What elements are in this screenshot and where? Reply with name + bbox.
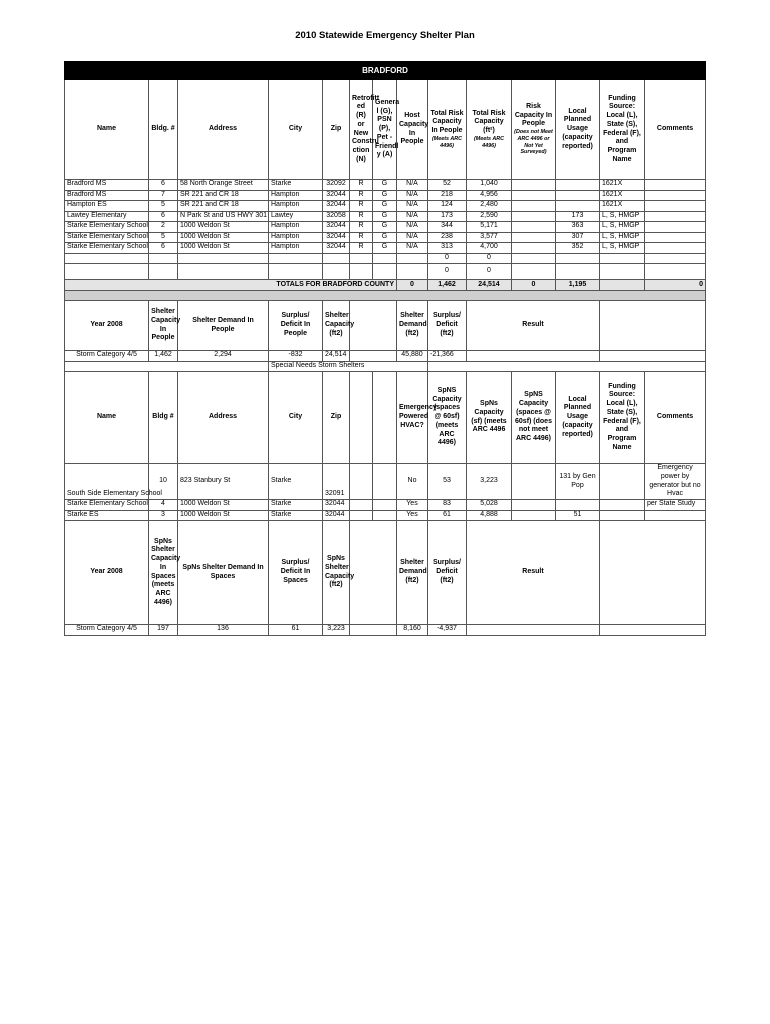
cell: 1,462 [149,351,178,362]
shelter-row [65,222,706,233]
cell: 2 [149,222,178,233]
cell: Local Planned Usage (capacity reported) [556,372,600,464]
cell [350,464,373,500]
cell: 32091 [323,464,350,500]
sn-row [65,500,706,511]
cell: Result [467,521,600,625]
cell: 1000 Weldon St [178,243,269,254]
special-title-row [65,361,706,372]
cell [645,510,706,521]
header-note: (Does not Meet ARC 4496 or Not Yet Surveyed) [514,129,553,156]
cell: 4,700 [467,243,512,254]
cell: 823 Stanbury St [178,464,269,500]
cell: 0 [645,280,706,291]
cell: Starke [269,464,323,500]
cell [600,625,706,636]
cell [323,264,350,280]
cell: SpNs Capacity (sf) (meets ARC 4496 [467,372,512,464]
cell [373,372,397,464]
summary-row [65,351,706,362]
blank-row [65,264,706,280]
cell: G [373,190,397,201]
cell: 1000 Weldon St [178,500,269,511]
cell: 32044 [323,243,350,254]
cell: 1621X [600,201,645,212]
cell [512,201,556,212]
cell: 131 by Gen Pop [556,464,600,500]
cell: 24,514 [467,280,512,291]
cell: 3,577 [467,232,512,243]
shelter-row [65,190,706,201]
cell: SpNS Capacity (spaces @ 60sf) (meets ARC 4496) [428,372,467,464]
header-note: (Meets ARC 4496) [473,135,505,149]
cell: SpNs Shelter Capacity In Spaces (meets ARC 4496) [149,521,178,625]
cell: Shelter Capacity (ft2) [323,301,350,351]
cell [350,500,373,511]
special-needs-title: Special Needs Storm Shelters [269,361,428,372]
cell: 2,590 [467,211,512,222]
cell: R [350,201,373,212]
cell [645,243,706,254]
cell [512,243,556,254]
col-header-total-risk-people [428,80,467,180]
cell [600,521,706,625]
cell [645,253,706,264]
cell [397,253,428,264]
cell [65,264,149,280]
cell [600,464,645,500]
cell: Starke Elementary School [65,222,149,233]
col-header-local: Local Planned Usage (capacity reported) [556,80,600,180]
cell [397,264,428,280]
cell: Shelter Capacity In People [149,301,178,351]
cell: Starke Elementary School [65,500,149,511]
sn-row [65,510,706,521]
cell: 6 [149,180,178,191]
cell: 0 [467,264,512,280]
cell [600,301,706,351]
cell: Hampton [269,190,323,201]
cell: 0 [512,280,556,291]
cell: Year 2008 [65,521,149,625]
cell: 344 [428,222,467,233]
cell [178,264,269,280]
cell: Hampton ES [65,201,149,212]
cell [600,351,706,362]
cell: 1,462 [428,280,467,291]
cell: N/A [397,243,428,254]
cell: 0 [428,253,467,264]
cell: 4,956 [467,190,512,201]
cell: 5,028 [467,500,512,511]
cell [512,190,556,201]
cell: Storm Category 4/5 [65,351,149,362]
cell [556,180,600,191]
cell: Emergency power by generator but no Hvac [645,464,706,500]
cell [373,253,397,264]
col-header-zip: Zip [323,80,350,180]
cell: G [373,232,397,243]
cell: 124 [428,201,467,212]
cell: G [373,211,397,222]
cell: R [350,180,373,191]
cell: Starke [269,180,323,191]
cell: 7 [149,190,178,201]
cell: Comments [645,372,706,464]
cell: R [350,222,373,233]
cell: 1621X [600,190,645,201]
cell [467,625,600,636]
county-title: BRADFORD [65,62,706,80]
cell: 5 [149,232,178,243]
cell [350,510,373,521]
cell: 61 [428,510,467,521]
cell [323,253,350,264]
cell: Starke [269,510,323,521]
cell: 313 [428,243,467,254]
cell: Hampton [269,222,323,233]
cell: 24,514 [323,351,350,362]
cell: R [350,190,373,201]
cell: 1000 Weldon St [178,510,269,521]
cell: SpNs Shelter Demand In Spaces [178,521,269,625]
col-header-comments: Comments [645,80,706,180]
cell: G [373,222,397,233]
cell [600,510,645,521]
cell [269,264,323,280]
cell: 32044 [323,190,350,201]
summary-header-row [65,301,706,351]
document-title: 2010 Statewide Emergency Shelter Plan [295,30,475,41]
cell [512,253,556,264]
header-label: Risk Capacity In People [514,102,553,128]
cell: 2,294 [178,351,269,362]
cell: 32044 [323,510,350,521]
cell [512,222,556,233]
header-label: Total Risk Capacity In People [430,109,464,135]
cell: Starke Elementary School [65,232,149,243]
cell: 173 [556,211,600,222]
shelter-row [65,211,706,222]
cell [467,351,600,362]
cell: 136 [178,625,269,636]
cell [350,351,397,362]
cell: Starke ES [65,510,149,521]
cell: 1000 Weldon St [178,232,269,243]
cell: 238 [428,232,467,243]
cell: Shelter Demand (ft2) [397,521,428,625]
cell: 352 [556,243,600,254]
cell: 5,171 [467,222,512,233]
cell: Emergency Powered HVAC? [397,372,428,464]
cell: 58 North Orange Street [178,180,269,191]
cell: -832 [269,351,323,362]
cell: South Side Elementary School [65,464,149,500]
cell [512,500,556,511]
cell [512,232,556,243]
cell: 363 [556,222,600,233]
cell: 61 [269,625,323,636]
cell [373,264,397,280]
sn-summary-header-row [65,521,706,625]
cell: SR 221 and CR 18 [178,190,269,201]
cell: Year 2008 [65,301,149,351]
cell: Lawtey Elementary [65,211,149,222]
cell [600,264,645,280]
cell: 5 [149,201,178,212]
shelter-row [65,243,706,254]
cell: Bradford MS [65,190,149,201]
cell [350,264,373,280]
cell: N/A [397,222,428,233]
col-header-funding: Funding Source: Local (L), State (S), Federal (F), and Program Name [600,80,645,180]
cell [65,253,149,264]
cell [373,500,397,511]
cell: 53 [428,464,467,500]
cell [373,510,397,521]
cell: N/A [397,211,428,222]
cell: 8,160 [397,625,428,636]
cell: N/A [397,190,428,201]
cell: G [373,180,397,191]
cell: G [373,201,397,212]
shelter-spreadsheet [64,61,705,636]
cell: City [269,372,323,464]
cell: G [373,243,397,254]
cell [645,222,706,233]
cell: 1621X [600,180,645,191]
cell [350,301,397,351]
cell: 32092 [323,180,350,191]
col-header-address: Address [178,80,269,180]
cell [556,500,600,511]
cell: Address [178,372,269,464]
totals-row [65,280,706,291]
cell [645,190,706,201]
col-header-general: Genera l (G), PSN (P), Pet - Friendl y (A) [373,80,397,180]
cell: SpNS Capacity (spaces @ 60sf) (does not meet ARC 4496) [512,372,556,464]
cell [600,280,645,291]
cell [600,253,645,264]
cell [350,625,397,636]
cell: Hampton [269,232,323,243]
cell: per State Study [645,500,706,511]
cell [149,253,178,264]
cell: SpNs Shelter Capacity (ft2) [323,521,350,625]
cell: Starke Elementary School [65,243,149,254]
cell: Yes [397,510,428,521]
col-header-total-risk-ft [467,80,512,180]
cell: 45,880 [397,351,428,362]
cell: Result [467,301,600,351]
cell [645,180,706,191]
cell: 32058 [323,211,350,222]
col-header-retrofit: Retrofitt ed (R) or New Constru ction (N) [350,80,373,180]
cell: N/A [397,232,428,243]
cell [512,264,556,280]
spacer-row [65,291,706,301]
cell [269,253,323,264]
cell [512,464,556,500]
cell: Zip [323,372,350,464]
cell: N Park St and US HWY 301 [178,211,269,222]
cell: Surplus/ Deficit In Spaces [269,521,323,625]
cell: Bldg # [149,372,178,464]
county-header-row [65,62,706,80]
sn-header-row [65,372,706,464]
cell [350,521,397,625]
cell [149,264,178,280]
cell: 32044 [323,201,350,212]
cell: 6 [149,211,178,222]
cell [512,211,556,222]
cell: L, S, HMGP [600,211,645,222]
cell: 3,223 [323,625,350,636]
cell: R [350,232,373,243]
col-header-name: Name [65,80,149,180]
col-header-city: City [269,80,323,180]
shelter-row [65,201,706,212]
cell: 32044 [323,500,350,511]
cell: 1,040 [467,180,512,191]
col-header-bldg: Bldg. # [149,80,178,180]
cell: Shelter Demand (ft2) [397,301,428,351]
cell: 197 [149,625,178,636]
cell [65,291,706,301]
cell: 1,195 [556,280,600,291]
cell: 1000 Weldon St [178,222,269,233]
cell: 6 [149,243,178,254]
cell: SR 221 and CR 18 [178,201,269,212]
header-label: Total Risk Capacity (ft²) [472,109,506,135]
cell: Lawtey [269,211,323,222]
cell: 173 [428,211,467,222]
cell: No [397,464,428,500]
cell [556,264,600,280]
cell: Bradford MS [65,180,149,191]
cell: 4,888 [467,510,512,521]
cell [556,190,600,201]
cell: 2,480 [467,201,512,212]
cell: 10 [149,464,178,500]
cell: Shelter Demand In People [178,301,269,351]
cell [428,361,706,372]
cell: Surplus/ Deficit (ft2) [428,521,467,625]
cell: N/A [397,201,428,212]
cell: 32044 [323,232,350,243]
cell [600,500,645,511]
cell: Hampton [269,201,323,212]
cell [350,372,373,464]
cell: 3 [149,510,178,521]
column-header-row [65,80,706,180]
cell: 32044 [323,222,350,233]
cell [178,253,269,264]
cell: 0 [397,280,428,291]
cell [512,510,556,521]
cell: Name [65,372,149,464]
cell: 218 [428,190,467,201]
cell: 0 [428,264,467,280]
cell: R [350,243,373,254]
cell: Yes [397,500,428,511]
cell [645,201,706,212]
cell: 4 [149,500,178,511]
cell [645,264,706,280]
cell: N/A [397,180,428,191]
cell: 51 [556,510,600,521]
shelter-row [65,180,706,191]
cell: Starke [269,500,323,511]
cell: -4,937 [428,625,467,636]
cell [645,211,706,222]
totals-label: TOTALS FOR BRADFORD COUNTY [65,280,397,291]
cell [65,361,269,372]
cell [512,180,556,191]
shelter-row [65,232,706,243]
cell: -21,366 [428,351,467,362]
cell [556,253,600,264]
sn-row [65,464,706,500]
cell [373,464,397,500]
cell: Storm Category 4/5 [65,625,149,636]
header-note: (Meets ARC 4496) [431,135,463,149]
blank-row [65,253,706,264]
cell [645,232,706,243]
cell: Surplus/ Deficit In People [269,301,323,351]
cell: L, S, HMGP [600,243,645,254]
cell: 83 [428,500,467,511]
cell: L, S, HMGP [600,232,645,243]
col-header-host: Host Capacity In People [397,80,428,180]
cell: 52 [428,180,467,191]
sn-summary-row [65,625,706,636]
cell [556,201,600,212]
cell: 0 [467,253,512,264]
cell: Surplus/ Deficit (ft2) [428,301,467,351]
col-header-risk-cap [512,80,556,180]
cell: 3,223 [467,464,512,500]
cell [350,253,373,264]
shelter-table [64,61,706,636]
cell: R [350,211,373,222]
cell: L, S, HMGP [600,222,645,233]
cell: Funding Source: Local (L), State (S), Federal (F), and Program Name [600,372,645,464]
cell: 307 [556,232,600,243]
cell: Hampton [269,243,323,254]
